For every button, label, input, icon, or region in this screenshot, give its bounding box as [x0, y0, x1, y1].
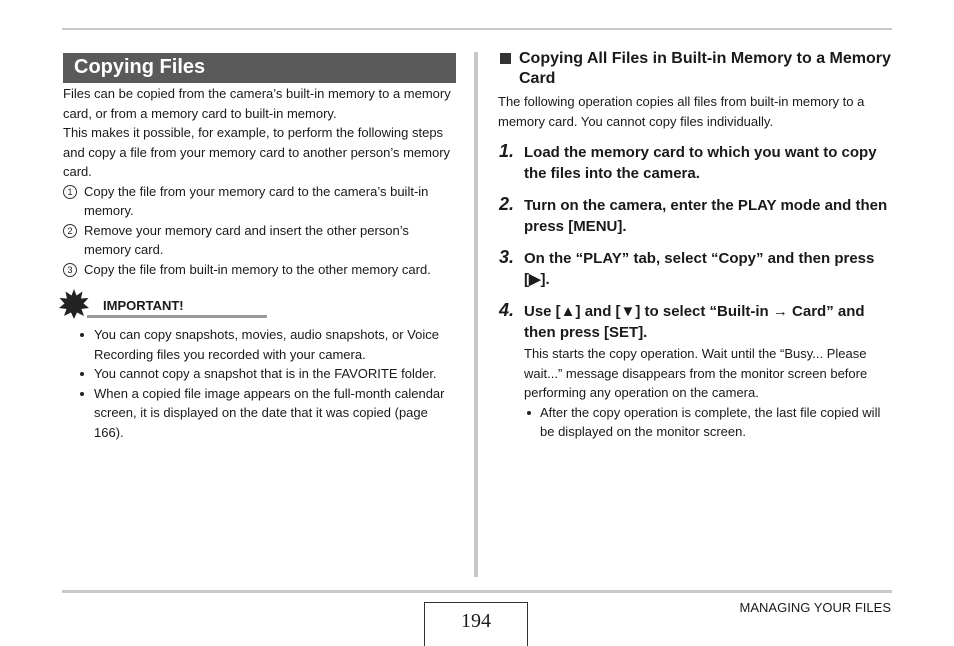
- intro-paragraph-2: This makes it possible, for example, to perform the following steps and copy a file from your memory card to another person’s memory card.: [63, 125, 451, 179]
- section-label: MANAGING YOUR FILES: [739, 600, 891, 615]
- bottom-rule: [62, 590, 892, 593]
- section-title: Copying Files: [63, 53, 456, 83]
- left-column: [63, 53, 456, 442]
- procedure-step-3: [498, 249, 893, 290]
- numbered-step-3: [63, 260, 456, 280]
- important-list: [63, 325, 456, 442]
- list-item: When a copied file image appears on the full-month calendar screen, it is displayed on the date that it was copied (page 166).: [63, 384, 456, 443]
- list-item: After the copy operation is complete, the last file copied will be displayed on the monitor screen.: [524, 403, 893, 442]
- step-text: Remove your memory card and insert the other person’s memory card.: [84, 222, 409, 257]
- circled-number: 3: [63, 263, 77, 277]
- list-item: You cannot copy a snapshot that is in the FAVORITE folder.: [63, 364, 456, 384]
- important-underline: [87, 315, 267, 318]
- step-number: 1.: [499, 141, 515, 161]
- page-number: 194: [424, 602, 528, 646]
- step-text: Copy the file from your memory card to the camera’s built-in memory.: [84, 183, 429, 218]
- step-instruction: Use [▲] and [▼] to select “Built-in → Card” and then press [SET].: [524, 303, 865, 341]
- right-column: [498, 49, 893, 442]
- step-instruction: On the “PLAY” tab, select “Copy” and then press [▶].: [524, 250, 875, 288]
- step-number: 3.: [499, 247, 515, 267]
- subsection-intro: The following operation copies all files from built-in memory to a memory card. You cannot copy files individually.: [498, 94, 865, 129]
- step-instruction: Turn on the camera, enter the PLAY mode and then press [MENU].: [524, 197, 888, 235]
- subsection-heading: [498, 49, 893, 89]
- top-rule: [62, 28, 892, 30]
- numbered-step-1: [63, 182, 456, 221]
- subsection-heading-text: Copying All Files in Built-in Memory to a Memory Card: [519, 50, 891, 87]
- procedure-step-1: [498, 143, 893, 184]
- starburst-icon: [59, 289, 89, 319]
- step-number: 2.: [499, 194, 515, 214]
- important-callout: [63, 297, 456, 325]
- procedure-step-2: [498, 196, 893, 237]
- intro-paragraph-1: Files can be copied from the camera’s built-in memory to a memory card, or from a memory card to built-in memory.: [63, 86, 451, 121]
- step-number: 4.: [499, 300, 515, 320]
- step-detail: This starts the copy operation. Wait until the “Busy... Please wait...” message disappears from the monitor screen before performing any operation on the camera.: [524, 346, 868, 400]
- column-divider: [474, 52, 478, 577]
- important-label: IMPORTANT!: [103, 298, 184, 313]
- circled-number: 1: [63, 185, 77, 199]
- step-instruction: Load the memory card to which you want to copy the files into the camera.: [524, 144, 877, 182]
- left-body: [63, 84, 456, 279]
- step-text: Copy the file from built-in memory to the other memory card.: [84, 261, 431, 277]
- step-notes: [524, 403, 893, 442]
- circled-number: 2: [63, 224, 77, 238]
- square-bullet-icon: [500, 53, 511, 64]
- list-item: You can copy snapshots, movies, audio snapshots, or Voice Recording files you recorded with your camera.: [63, 325, 456, 364]
- numbered-step-2: [63, 221, 456, 260]
- procedure-step-4: [498, 302, 893, 442]
